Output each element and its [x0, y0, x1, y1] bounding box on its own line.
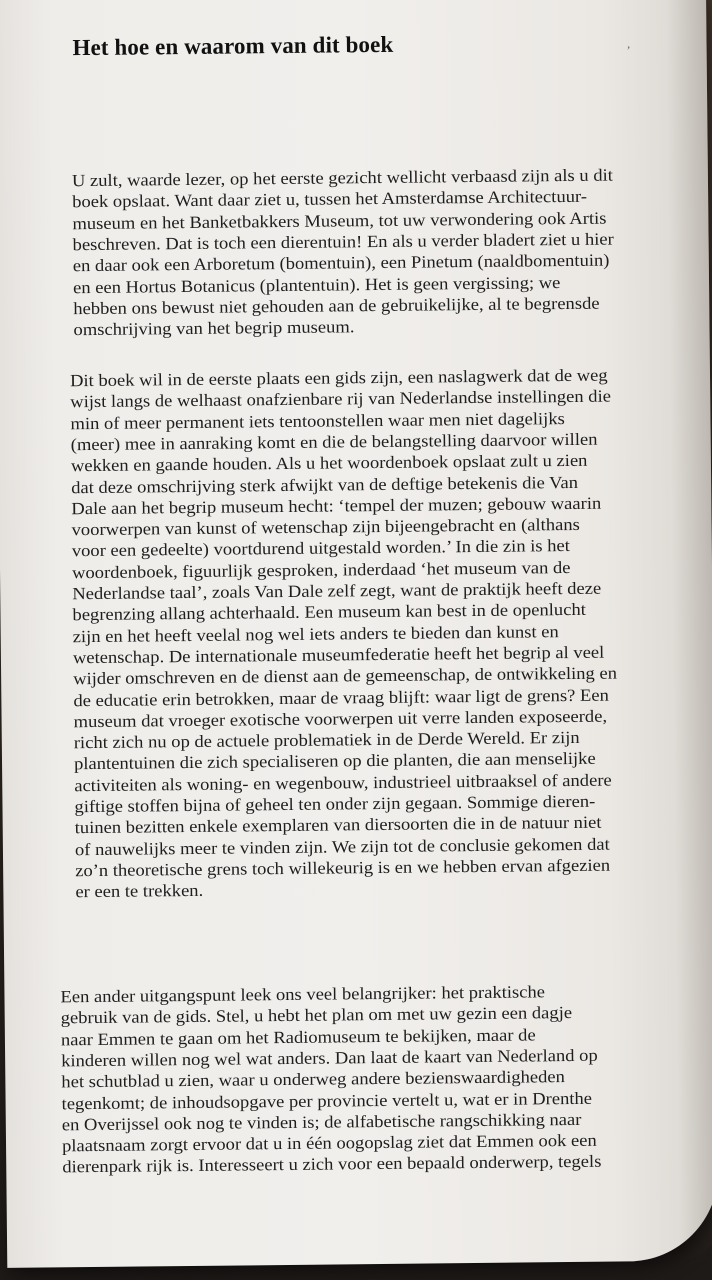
text-line: en daar ook een Arboretum (bomentuin), een Pinetum (naaldbomentuin): [72, 250, 610, 276]
text-line: tegenkomt; de inhoudsopgave per provincie vertelt u, wat er in Drenthe: [61, 1088, 593, 1113]
text-line: boek opslaat. Want daar ziet u, tussen het Amsterdamse Architectuur-: [72, 187, 588, 212]
text-line: richt zich nu op de actuele problematiek in de Derde Wereld. Er zijn: [73, 728, 580, 753]
text-line: beschreven. Dat is toch een dierentuin! En als u verder bladert ziet u hier: [72, 229, 614, 255]
text-line: naar Emmen te gaan om het Radiomuseum te bekijken, maar de: [60, 1024, 536, 1049]
text-line: wijder omschreven en de dienst aan de gemeenschap, de ontwikkeling en: [73, 663, 618, 689]
text-line: woordenboek, figuurlijk gesproken, inderdaad ‘het museum van de: [71, 557, 571, 582]
text-line: de educatie erin betrokken, maar de vraag blijft: waar ligt de grens? Een: [73, 685, 609, 710]
text-line: plantentuinen die zich specialiseren op die planten, die aan menselijke: [73, 749, 596, 774]
text-line: plaatsnaam zorgt ervoor dat u in één oogopslag ziet dat Emmen ook een: [61, 1130, 597, 1156]
text-line: Een ander uitgangspunt leek ons veel belangrijker: het praktische: [60, 982, 546, 1007]
text-line: tuinen bezitten enkele exemplaren van diersoorten die in de natuur niet: [74, 812, 602, 838]
text-line: begrenzing allang achterhaald. Een museum kan best in de openlucht: [72, 600, 586, 625]
text-line: dierenpark rijk is. Interesseert u zich voor een bepaald onderwerp, tegels: [62, 1152, 602, 1177]
text-line: Dale aan het begrip museum hecht: ‘tempel der muzen; gebouw waarin: [71, 493, 602, 519]
text-line: museum en het Banketbakkers Museum, tot uw verwondering ook Artis: [72, 208, 607, 233]
text-line: gebruik van de gids. Stel, u hebt het plan om met uw gezin een dagje: [60, 1003, 573, 1028]
text-line: kinderen willen nog wel wat anders. Dan laat de kaart van Nederland op: [61, 1045, 598, 1071]
page-edge-shadow: [666, 0, 712, 1261]
text-line: wijst langs de welhaast onafzienbare rij van Nederlandse instellingen die: [70, 386, 612, 412]
page-title: Het hoe en waarom van dit boek: [72, 31, 394, 61]
text-line: min of meer permanent iets tentoonstellen waar men niet dagelijks: [70, 408, 565, 433]
text-line: er een te trekken.: [75, 881, 204, 902]
text-line: zo’n theoretische grens toch willekeurig is en we hebben ervan afgezien: [75, 855, 611, 881]
text-line: activiteiten als woning- en wegenbouw, industrieel uitbraaksel of andere: [74, 770, 612, 795]
text-line: en een Hortus Botanicus (plantentuin). Het is geen vergissing; we: [72, 272, 561, 297]
text-line: het schutblad u zien, waar u onderweg andere bezienswaardigheden: [61, 1067, 565, 1092]
text-line: dat deze omschrijving sterk afwijkt van de deftige betekenis die Van: [71, 472, 579, 497]
text-line: Nederlandse taal’, zoals Van Dale zelf zegt, want de praktijk heeft deze: [72, 578, 602, 604]
text-line: omschrijving van het begrip museum.: [73, 317, 355, 340]
text-line: voor een gedeelte) voortdurend uitgestald worden.’ In die zin is het: [71, 536, 570, 561]
text-line: en Overijssel ook nog te vinden is; de alfabetische rangschikking naar: [61, 1109, 582, 1135]
text-line: of nauwelijks meer te vinden zijn. We zijn tot de conclusie gekomen dat: [74, 834, 610, 859]
text-line: wekken en gaande houden. Als u het woordenboek opslaat zult u zien: [70, 450, 588, 476]
text-line: voorwerpen van kunst of wetenschap zijn bijeengebracht en (althans: [71, 514, 580, 540]
text-line: U zult, waarde lezer, op het eerste gezicht wellicht verbaasd zijn als u dit: [71, 165, 613, 191]
text-line: museum dat vroeger exotische voorwerpen uit verre landen exposeerde,: [73, 706, 608, 732]
corner-mark: ʼ: [626, 43, 631, 58]
text-line: zijn en het heeft veelal nog wel iets anders te bieden dan kunst en: [72, 621, 559, 646]
text-line: (meer) mee in aanraking komt en die de belangstelling daarvoor willen: [70, 429, 598, 455]
text-line: Dit boek wil in de eerste plaats een gids zijn, een naslagwerk dat de weg: [69, 365, 608, 391]
text-line: giftige stoffen bijna of geheel ten onder zijn gegaan. Sommige dieren-: [74, 791, 596, 817]
text-line: hebben ons bewust niet gehouden aan de gebruikelijke, al te begrensde: [73, 293, 600, 318]
text-line: wetenschap. De internationale museumfederatie heeft het begrip al veel: [72, 642, 605, 668]
